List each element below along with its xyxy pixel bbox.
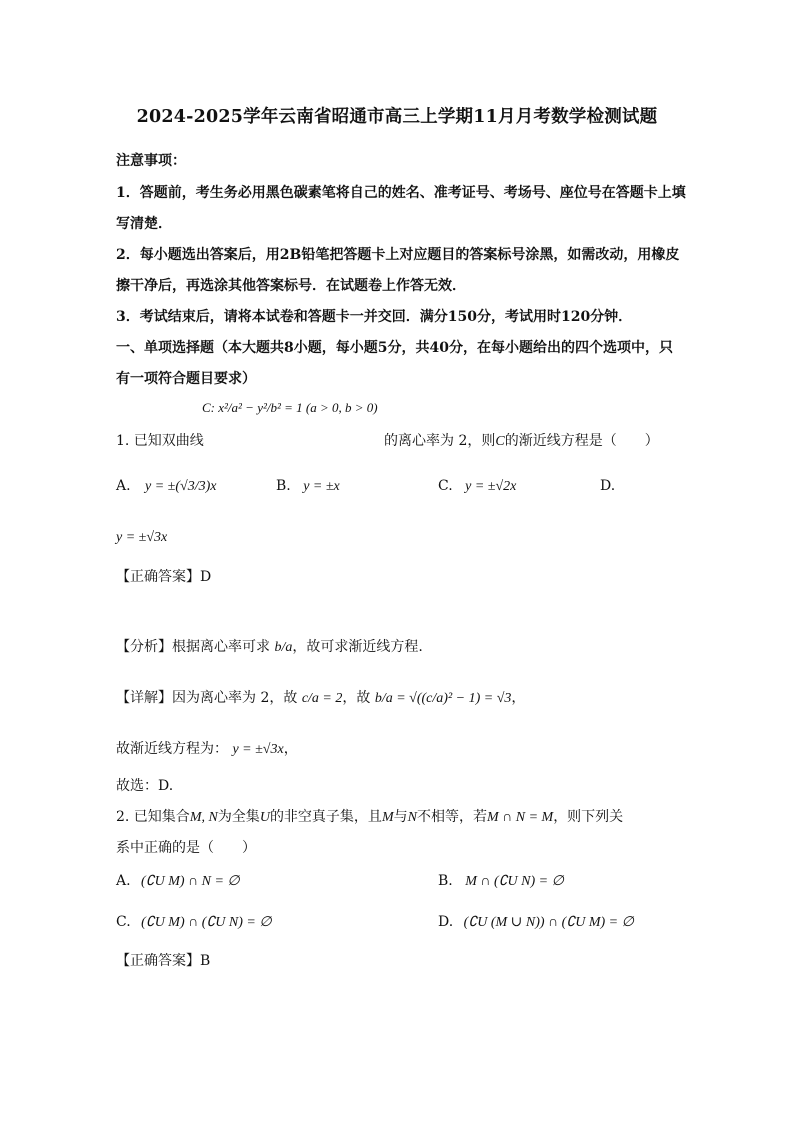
q1-asymptote — [116, 738, 298, 758]
q2-option-d — [438, 914, 634, 931]
notice-heading: 注意事项： — [116, 153, 186, 169]
notice-item-1b: 写清楚． — [116, 216, 172, 232]
q2-line1-c: 的非空真子集，且 — [269, 809, 382, 825]
q2-option-c-label: C. — [116, 914, 131, 930]
q1-asym-text: 故渐近线方程为： — [116, 741, 228, 757]
notice-item-2a: 2．每小题选出答案后，用2B铅笔把答题卡上对应题目的答案标号涂黑，如需改动，用橡皮 — [116, 247, 680, 263]
q1-option-b — [276, 478, 340, 495]
q1-option-b-math: y = ±x — [303, 479, 340, 494]
q1-stem-rest — [384, 430, 659, 450]
q1-answer — [116, 566, 211, 586]
q2-line1-b: 为全集 — [217, 809, 260, 825]
q2-option-c-math: (∁U M) ∩ (∁U N) = ∅ — [141, 915, 272, 930]
q1-analysis — [116, 636, 423, 656]
q2-stem-line1 — [116, 806, 623, 826]
q2-line1-a: 2. 已知集合 — [116, 809, 190, 825]
q1-option-b-label: B. — [276, 478, 291, 494]
notice-item-1a: 1．答题前，考生务必用黑色碳素笔将自己的姓名、准考证号、考场号、座位号在答题卡上填 — [116, 185, 686, 201]
section-heading-line1: 一、单项选择题（本大题共8小题，每小题5分，共40分，在每小题给出的四个选项中，只 — [116, 340, 673, 356]
q2-answer — [116, 950, 210, 970]
q1-prefix: 1. 已知双曲线 — [116, 433, 204, 449]
q2-line1-n: N — [407, 810, 417, 825]
q1-asym-end: ， — [283, 741, 298, 757]
q2-line1-vars: M, N — [189, 810, 218, 825]
q2-option-b — [438, 873, 564, 890]
q2-option-b-label: B. — [438, 873, 453, 889]
q1-answer-value: D — [200, 569, 212, 585]
q2-line1-d: 与 — [393, 809, 408, 825]
q1-condition: C: x²/a² − y²/b² = 1 (a > 0, b > 0) — [202, 400, 378, 415]
q2-option-a-label: A. — [116, 873, 131, 889]
q2-line1-m: M — [381, 810, 394, 825]
q2-option-b-math: M ∩ (∁U N) = ∅ — [465, 874, 564, 889]
q1-option-d-label: D. — [600, 478, 616, 494]
q1-detail-text-c: ， — [511, 690, 526, 706]
q1-option-a-math: y = ±(√3/3)x — [145, 479, 217, 494]
notice-item-2b: 擦干净后，再选涂其他答案标号．在试题卷上作答无效． — [116, 278, 466, 294]
q1-detail-label: 【详解】 — [116, 690, 172, 706]
q1-detail-eq1: c/a = 2 — [301, 691, 343, 706]
page-title: 2024-2025学年云南省昭通市高三上学期11月月考数学检测试题 — [136, 107, 658, 127]
q2-answer-label: 【正确答案】 — [116, 953, 200, 969]
q1-detail-eq2: b/a = √((c/a)² − 1) = √3 — [374, 691, 512, 706]
q1-option-a — [116, 478, 216, 495]
q1-option-a-label: A. — [116, 478, 131, 494]
q1-analysis-frac: b/a — [274, 640, 293, 655]
q1-choose: 故选：D. — [116, 778, 174, 794]
q1-option-d-math: y = ±√3x — [116, 530, 168, 545]
q2-option-c — [116, 914, 272, 931]
q1-condition-formula — [202, 400, 378, 416]
q1-detail-text-a: 因为离心率为 2，故 — [172, 690, 298, 706]
q1-suffix-var: C — [495, 434, 505, 449]
section-heading-line2: 有一项符合题目要求） — [116, 371, 256, 387]
q2-answer-value: B — [200, 953, 211, 969]
q1-detail — [116, 687, 525, 707]
q1-option-c-label: C. — [438, 478, 453, 494]
q1-analysis-text-a: 根据离心率可求 — [172, 639, 270, 655]
q1-suffix-b: 的渐近线方程是（ ） — [504, 433, 659, 449]
q2-option-d-label: D. — [438, 914, 454, 930]
q1-option-c — [438, 478, 516, 495]
q2-line1-u: U — [259, 810, 270, 825]
notice-item-3: 3．考试结束后，请将本试卷和答题卡一并交回．满分150分，考试用时120分钟． — [116, 309, 633, 325]
q1-analysis-label: 【分析】 — [116, 639, 172, 655]
q1-analysis-text-b: ，故可求渐近线方程. — [292, 639, 423, 655]
q1-answer-label: 【正确答案】 — [116, 569, 200, 585]
q1-detail-text-b: ，故 — [342, 690, 371, 706]
q1-suffix-a: 的离心率为 2，则 — [384, 433, 496, 449]
q2-option-d-math: (∁U (M ∪ N)) ∩ (∁U M) = ∅ — [463, 915, 634, 930]
q2-line1-e: 不相等，若 — [416, 809, 487, 825]
q2-option-a — [116, 873, 240, 890]
q1-option-c-math: y = ±√2x — [465, 479, 517, 494]
q2-option-a-math: (∁U M) ∩ N = ∅ — [141, 874, 240, 889]
q1-asym-math: y = ±√3x — [232, 742, 284, 757]
q2-line1-f: ，则下列关 — [553, 809, 624, 825]
q2-stem-line2: 系中正确的是（ ） — [116, 840, 256, 856]
q2-line1-cond: M ∩ N = M — [486, 810, 554, 825]
